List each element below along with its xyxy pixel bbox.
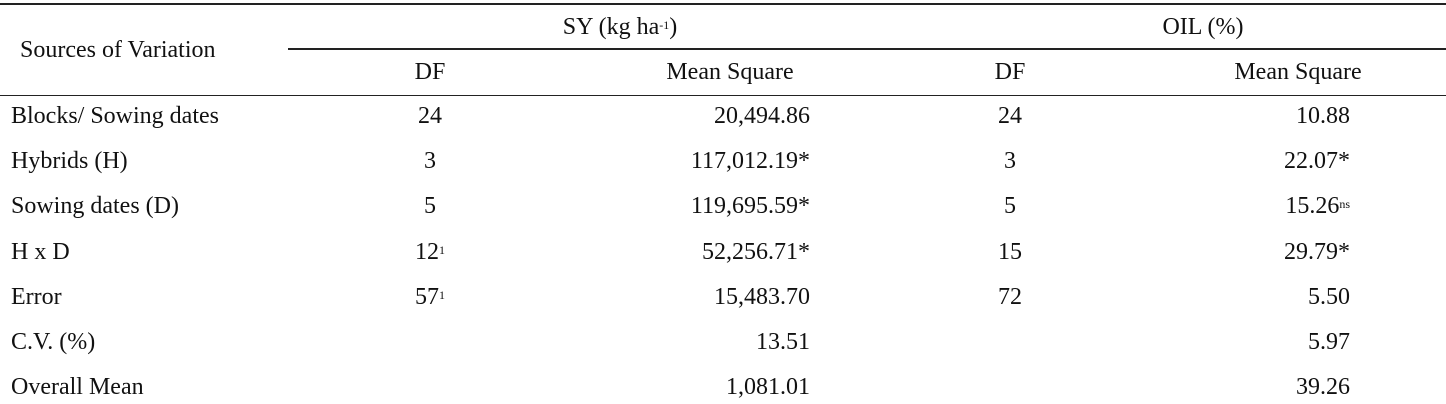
oil-df-header: DF <box>994 59 1026 85</box>
sy-ms-header: Mean Square <box>666 59 794 85</box>
row-sy-ms: 20,494.86 <box>714 103 810 129</box>
row-sy-ms: 52,256.71* <box>702 239 810 265</box>
row-oil-ms: 5.97 <box>1308 329 1350 355</box>
row-oil-df: 15 <box>998 239 1022 265</box>
row-sy-df: $12^1$ <box>415 239 445 265</box>
row-sy-df: 3 <box>424 148 436 174</box>
row-oil-df: 72 <box>998 284 1022 310</box>
row-oil-ms: 10.88 <box>1296 103 1350 129</box>
row-source: H x D <box>11 239 70 265</box>
row-oil-ms: 5.50 <box>1308 284 1350 310</box>
row-oil-ms: 22.07* <box>1284 148 1350 174</box>
row-source: Hybrids (H) <box>11 148 128 174</box>
row-sy-ms: 13.51 <box>756 329 810 355</box>
sy-df-header: DF <box>414 59 446 85</box>
row-source: Overall Mean <box>11 374 144 400</box>
header-group-rule <box>288 48 1446 50</box>
row-sy-ms: 117,012.19* <box>690 148 810 174</box>
row-oil-df: 5 <box>1004 193 1016 219</box>
row-source: Error <box>11 284 62 310</box>
row-oil-ms: 39.26 <box>1296 374 1350 400</box>
sy-group-header: SY (kg $ha^{-1}$) <box>562 14 678 40</box>
oil-group-header: OIL (%) <box>1162 14 1244 40</box>
top-rule <box>0 3 1446 5</box>
row-oil-ms: 29.79* <box>1284 239 1350 265</box>
row-sy-ms: 119,695.59* <box>690 193 810 219</box>
row-oil-df: 24 <box>998 103 1022 129</box>
row-source: Sowing dates (D) <box>11 193 179 219</box>
row-oil-df: 3 <box>1004 148 1016 174</box>
row-source: C.V. (%) <box>11 329 96 355</box>
row-sy-ms: 1,081.01 <box>726 374 810 400</box>
row-sy-df: 24 <box>418 103 442 129</box>
row-sy-df: $57^1$ <box>415 284 445 310</box>
row-oil-ms: $15.26^{ns}$ <box>1285 193 1350 219</box>
row-source: Blocks/ Sowing dates <box>11 103 219 129</box>
header-bottom-rule <box>0 95 1446 96</box>
sources-header: Sources of Variation <box>20 37 216 63</box>
oil-ms-header: Mean Square <box>1234 59 1362 85</box>
row-sy-df: 5 <box>424 193 436 219</box>
row-sy-ms: 15,483.70 <box>714 284 810 310</box>
